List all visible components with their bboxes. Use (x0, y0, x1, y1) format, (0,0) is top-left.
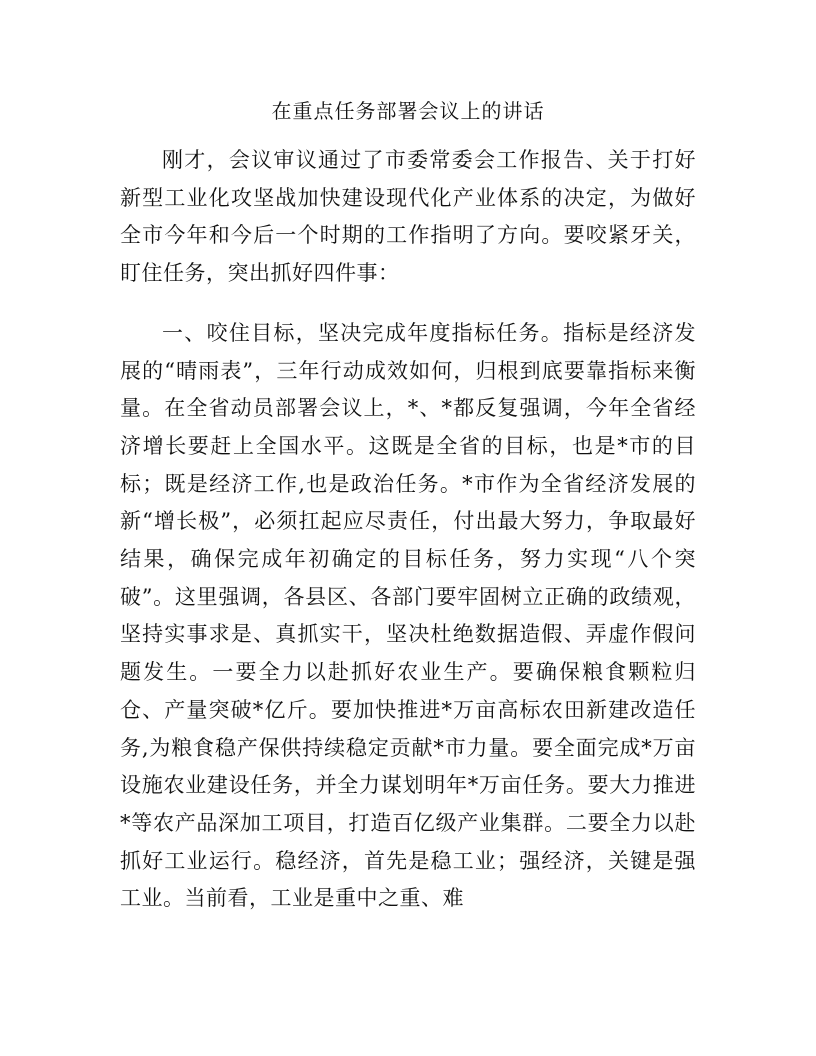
document-title: 在重点任务部署会议上的讲话 (271, 99, 545, 123)
document-body (120, 142, 696, 940)
paragraph-section-one: 一、咬住目标，坚决完成年度指标任务。指标是经济发展的“晴雨表”，三年行动成效如何，归根到底要靠指标来衡量。在全省动员部署会议上，*、*都反复强调，今年全省经济增长要赶上全国水平。这既是全省的目标，也是*市的目标；既是经济工作,也是政治任务。*市作为全省经济发展的新“增长极”，必须扛起应尽责任，付出最大努力，争取最好结果，确保完成年初确定的目标任务，努力实现“八个突破”。这里强调，各县区、各部门要牢固树立正确的政绩观，坚持实事求是、真抓实干，坚决杜绝数据造假、弄虚作假问题发生。一要全力以赴抓好农业生产。要确保粮食颗粒归仓、产量突破*亿斤。要加快推进*万亩高标农田新建改造任务,为粮食稳产保供持续稳定贡献*市力量。要全面完成*万亩设施农业建设任务，并全力谋划明年*万亩任务。要大力推进*等农产品深加工项目，打造百亿级产业集群。二要全力以赴抓好工业运行。稳经济，首先是稳工业；强经济，关键是强工业。当前看，工业是重中之重、难 (120, 320, 696, 911)
paragraph-intro: 刚才，会议审议通过了市委常委会工作报告、关于打好新型工业化攻坚战加快建设现代化产业体系的决定，为做好全市今年和今后一个时期的工作指明了方向。要咬紧牙关，盯住任务，突出抓好四件事： (120, 148, 696, 286)
